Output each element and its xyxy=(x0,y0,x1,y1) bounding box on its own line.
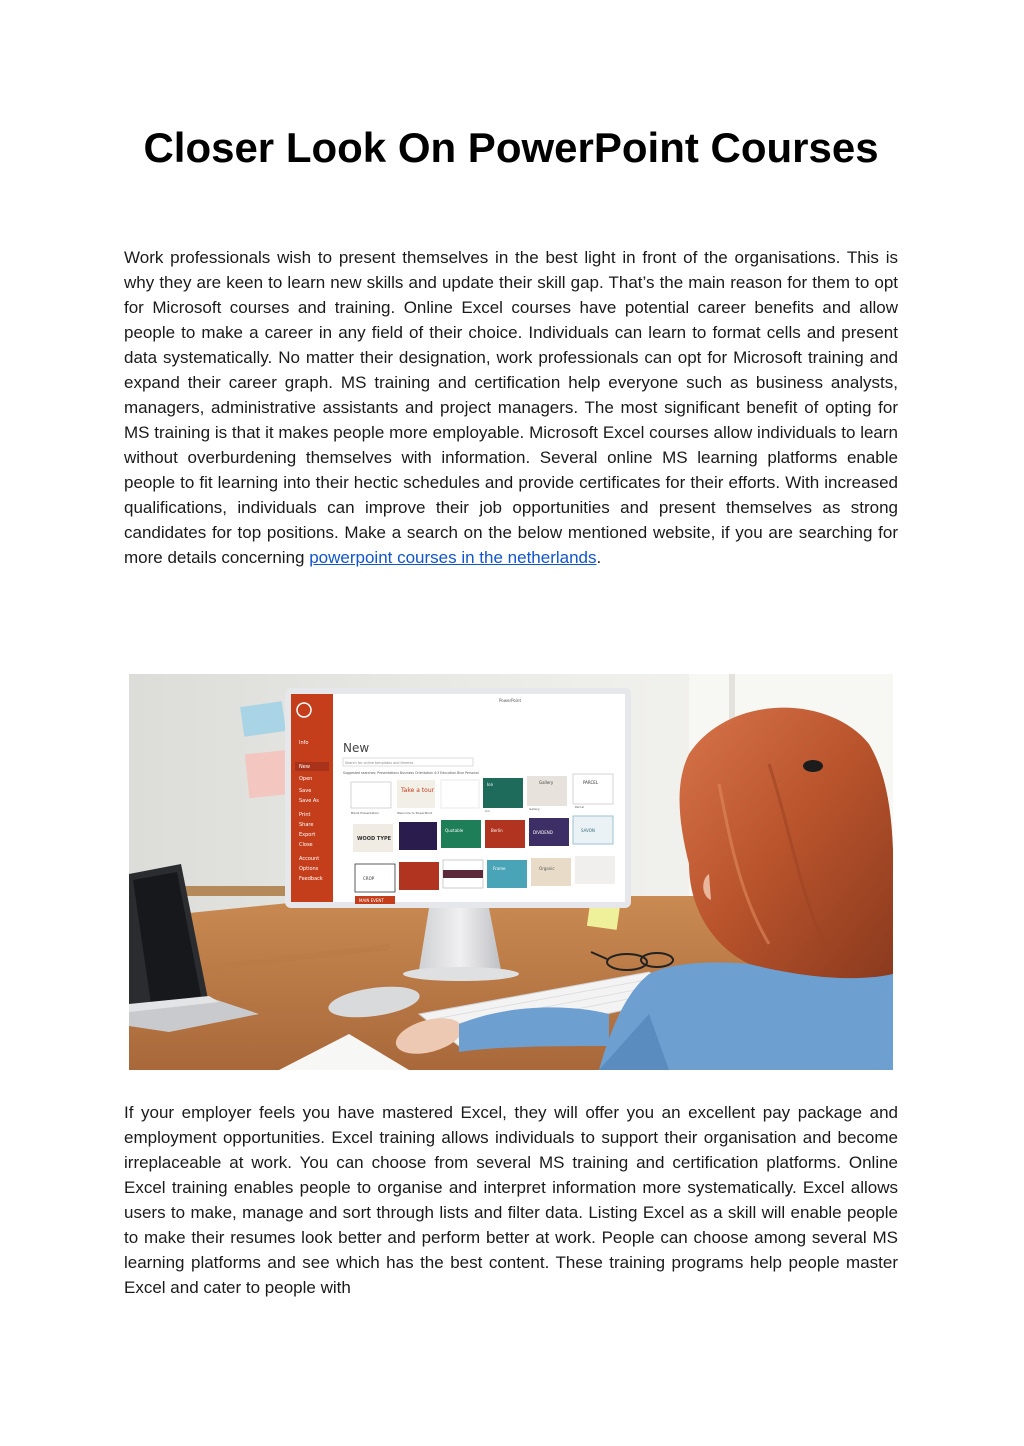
svg-text:Export: Export xyxy=(299,832,316,838)
svg-text:Open: Open xyxy=(299,776,313,782)
svg-text:CROP: CROP xyxy=(363,876,375,881)
svg-text:MAIN EVENT: MAIN EVENT xyxy=(359,898,384,903)
svg-text:Feedback: Feedback xyxy=(299,876,323,882)
ppt-new-heading: New xyxy=(343,741,370,755)
svg-text:Save As: Save As xyxy=(299,798,319,804)
sticky-note-blue xyxy=(240,701,286,737)
svg-text:DIVIDEND: DIVIDEND xyxy=(533,830,553,835)
svg-text:Blank Presentation: Blank Presentation xyxy=(351,811,380,815)
office-photo xyxy=(129,674,893,1070)
svg-text:Ion: Ion xyxy=(485,809,490,813)
svg-text:Print: Print xyxy=(299,812,311,818)
page-title: Closer Look On PowerPoint Courses xyxy=(143,124,879,171)
svg-text:Welcome to PowerPoint: Welcome to PowerPoint xyxy=(397,811,433,815)
svg-text:Ion: Ion xyxy=(487,782,494,787)
svg-text:Info: Info xyxy=(299,740,309,746)
svg-text:Organic: Organic xyxy=(539,866,555,871)
monitor-stand xyxy=(419,908,501,970)
intro-paragraph-end: . xyxy=(596,548,602,567)
monitor xyxy=(285,688,631,908)
svg-text:SAVON: SAVON xyxy=(581,828,595,833)
svg-text:Suggested searches: Presentati: Suggested searches: Presentations Business Orientation 4:3 Education Blue Personal xyxy=(343,771,479,775)
svg-text:Quotable: Quotable xyxy=(445,828,464,833)
powerpoint-courses-link[interactable]: powerpoint courses in the netherlands xyxy=(309,548,597,567)
svg-text:Gallery: Gallery xyxy=(529,807,540,811)
svg-text:Save: Save xyxy=(299,788,312,794)
svg-text:Close: Close xyxy=(299,842,313,848)
svg-text:Account: Account xyxy=(299,856,320,862)
svg-text:Gallery: Gallery xyxy=(539,780,554,785)
svg-text:Options: Options xyxy=(299,866,319,872)
svg-text:Search for online templates an: Search for online templates and themes xyxy=(345,761,414,765)
svg-text:Parcel: Parcel xyxy=(575,805,585,809)
svg-text:Share: Share xyxy=(299,822,314,828)
svg-text:PowerPoint: PowerPoint xyxy=(499,698,522,703)
hair-tie xyxy=(803,760,823,772)
svg-text:WOOD TYPE: WOOD TYPE xyxy=(357,836,392,842)
svg-text:New: New xyxy=(299,764,310,770)
intro-paragraph xyxy=(124,245,898,570)
second-paragraph: If your employer feels you have mastered Excel, they will offer you an excellent pay package and employment opportunities. Excel training allows individuals to support their organisation and become irreplaceable at work. You can choose from several MS training and certification platforms. Online Excel training enables people to organise and interpret information more systematically. Excel allows users to make, manage and sort through lists and filter data. Listing Excel as a skill will enable people to make their resumes look better and perform better at work. People can choose among several MS learning platforms and see which has the best content. These training programs help people master Excel and cater to people with xyxy=(124,1103,898,1297)
svg-text:Take a tour: Take a tour xyxy=(401,787,435,794)
svg-text:Berlin: Berlin xyxy=(491,828,503,833)
svg-text:Frame: Frame xyxy=(493,866,506,871)
intro-paragraph-text: Work professionals wish to present themselves in the best light in front of the organisations. This is why they are keen to learn new skills and update their skill gap. That’s the main reason for them to opt for Microsoft courses and training. Online Excel courses have potential career benefits and allow people to make a career in any field of their choice. Individuals can learn to format cells and present data systematically. No matter their designation, work professionals can opt for Microsoft training and expand their career graph. MS training and certification help everyone such as business analysts, managers, administrative assistants and project managers. The most significant benefit of opting for MS training is that it makes people more employable. Microsoft Excel courses allow individuals to learn without overburdening themselves with information. Several online MS learning platforms enable people to fit learning into their hectic schedules and provide certificates for their efforts. With increased qualifications, individuals can improve their job opportunities and present themselves as strong candidates for top positions. Make a search on the below mentioned website, if you are searching for more details concerning xyxy=(124,248,898,567)
svg-text:PARCEL: PARCEL xyxy=(583,780,599,785)
